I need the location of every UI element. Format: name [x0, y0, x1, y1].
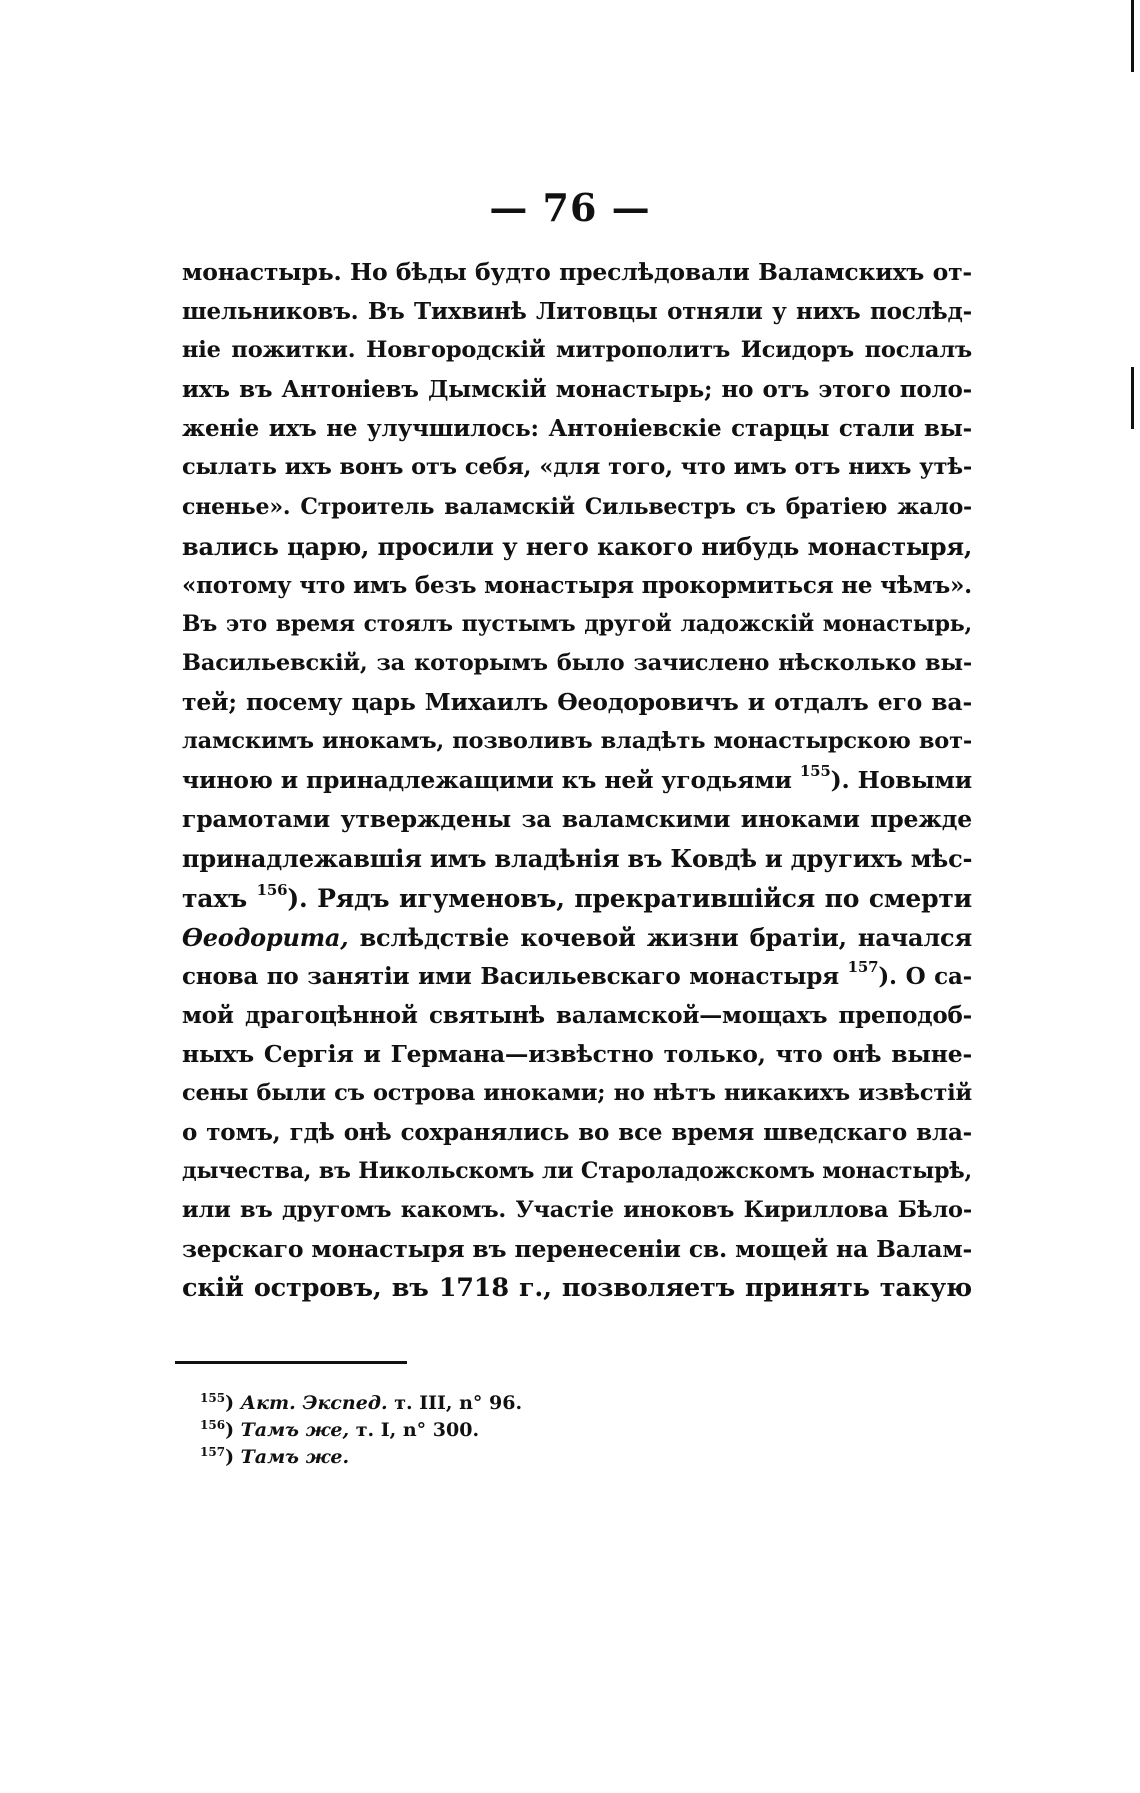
text-segment: дычества, въ Никольскомъ ли Староладожскомъ монастырѣ,	[182, 1158, 972, 1185]
text-segment: зерскаго монастыря въ перенесеніи св. мощей на Валам-	[182, 1235, 972, 1264]
text-segment: мой драгоцѣнной святынѣ валамской—мощахъ преподоб-	[182, 1001, 972, 1029]
text-segment: вались царю, просили у него какого нибудь монастыря,	[182, 531, 972, 561]
text-line	[182, 448, 972, 487]
footnote	[200, 1444, 700, 1471]
footnote-reference: 156	[256, 880, 288, 899]
text-line	[182, 605, 972, 644]
text-line	[182, 331, 972, 370]
footnote-number: 155	[200, 1391, 226, 1405]
text-line	[182, 644, 972, 683]
text-line	[182, 761, 972, 800]
text-segment: «потому что имъ безъ монастыря прокормиться не чѣмъ».	[182, 571, 972, 599]
text-segment: сены были съ острова иноками; но нѣтъ никакихъ извѣстій	[182, 1079, 972, 1106]
text-segment: скій островъ, въ 1718 г., позволяетъ принять такую	[182, 1273, 972, 1304]
text-line	[182, 683, 972, 722]
text-segment: тахъ	[182, 883, 257, 913]
text-line	[182, 800, 972, 839]
text-segment: вслѣдствіе кочевой жизни братіи, начался	[348, 922, 972, 952]
footnote	[200, 1417, 700, 1444]
text-segment: принадлежавшія имъ владѣнія въ Ковдѣ и другихъ мѣс-	[182, 844, 973, 874]
text-segment: женіе ихъ не улучшилось: Антоніевскіе старцы стали вы-	[182, 415, 972, 443]
text-segment: сненье». Строитель валамскій Сильвестръ съ братіею жало-	[182, 493, 972, 520]
footnotes	[200, 1390, 700, 1471]
page-number: — 76 —	[489, 185, 651, 230]
text-line	[182, 1269, 972, 1308]
footnote-paren: )	[225, 1446, 241, 1468]
footnote-detail: т. I, n° 300.	[349, 1419, 480, 1441]
text-line	[182, 1113, 972, 1152]
text-segment: сылать ихъ вонъ отъ себя, «для того, что имъ отъ нихъ утѣ-	[182, 454, 972, 481]
text-segment: ніе пожитки. Новгородскій митрополитъ Исидоръ послалъ	[182, 337, 972, 364]
text-line	[182, 488, 972, 527]
scan-edge-mark-top	[1131, 0, 1134, 72]
italic-name: Ѳеодорита,	[182, 922, 349, 952]
footnote-detail: т. III, n° 96.	[387, 1392, 523, 1414]
text-segment: монастырь. Но бѣды будто преслѣдовали Валамскихъ от-	[182, 258, 972, 286]
text-line	[182, 722, 972, 761]
text-segment: Въ это время стоялъ пустымъ другой ладожскій монастырь,	[182, 610, 972, 637]
text-segment: о томъ, гдѣ онѣ сохранялись во все время шведскаго вла-	[182, 1119, 972, 1147]
text-segment: ныхъ Сергія и Германа—извѣстно только, что онѣ выне-	[182, 1039, 972, 1068]
text-segment: шельниковъ. Въ Тихвинѣ Литовцы отняли у нихъ послѣд-	[182, 298, 972, 326]
text-line	[182, 839, 972, 878]
footnote-source: Акт. Экспед.	[240, 1392, 388, 1414]
footnote-reference: 155	[799, 762, 831, 781]
text-line	[182, 527, 972, 566]
text-segment: грамотами утверждены за валамскими иноками прежде	[182, 805, 972, 834]
text-segment: или въ другомъ какомъ. Участіе иноковъ Кириллова Бѣло-	[182, 1197, 972, 1224]
footnote-paren: )	[225, 1392, 241, 1414]
footnote	[200, 1390, 700, 1417]
text-line	[182, 957, 972, 996]
text-line	[182, 1230, 972, 1269]
text-line	[182, 566, 972, 605]
text-segment: ламскимъ инокамъ, позволивъ владѣть монастырскою вот-	[182, 728, 972, 755]
text-line	[182, 879, 972, 918]
footnote-reference: 157	[847, 957, 879, 976]
text-segment: чиною и принадлежащими къ ней угодьями	[182, 766, 800, 795]
footnote-number: 157	[200, 1445, 226, 1459]
footnote-number: 156	[200, 1418, 226, 1432]
text-segment: ). Новыми	[830, 766, 972, 795]
text-segment: ихъ въ Антоніевъ Дымскій монастырь; но отъ этого поло-	[182, 376, 972, 404]
text-segment: тей; посему царь Михаилъ Ѳеодоровичъ и отдалъ его ва-	[182, 688, 972, 717]
text-line	[182, 370, 972, 409]
scan-edge-mark-middle	[1131, 367, 1134, 429]
text-line	[182, 1074, 972, 1113]
text-line	[182, 253, 972, 292]
footnote-source: Тамъ же,	[240, 1419, 350, 1441]
footnote-paren: )	[225, 1419, 241, 1441]
footnote-source: Тамъ же.	[240, 1446, 350, 1468]
text-line	[182, 1191, 972, 1230]
text-line	[182, 1035, 972, 1074]
footnote-separator	[175, 1361, 407, 1364]
text-line	[182, 409, 972, 448]
text-line	[182, 996, 972, 1035]
text-segment: Васильевскій, за которымъ было зачислено нѣсколько вы-	[182, 649, 972, 676]
text-segment: снова по занятіи ими Васильевскаго монастыря	[182, 962, 848, 990]
text-segment: ). О са-	[878, 962, 973, 990]
text-line	[182, 918, 972, 957]
text-line	[182, 292, 972, 331]
text-segment: ). Рядъ игуменовъ, прекратившійся по смерти	[287, 883, 972, 913]
body-text	[182, 253, 972, 1309]
text-line	[182, 1152, 972, 1191]
